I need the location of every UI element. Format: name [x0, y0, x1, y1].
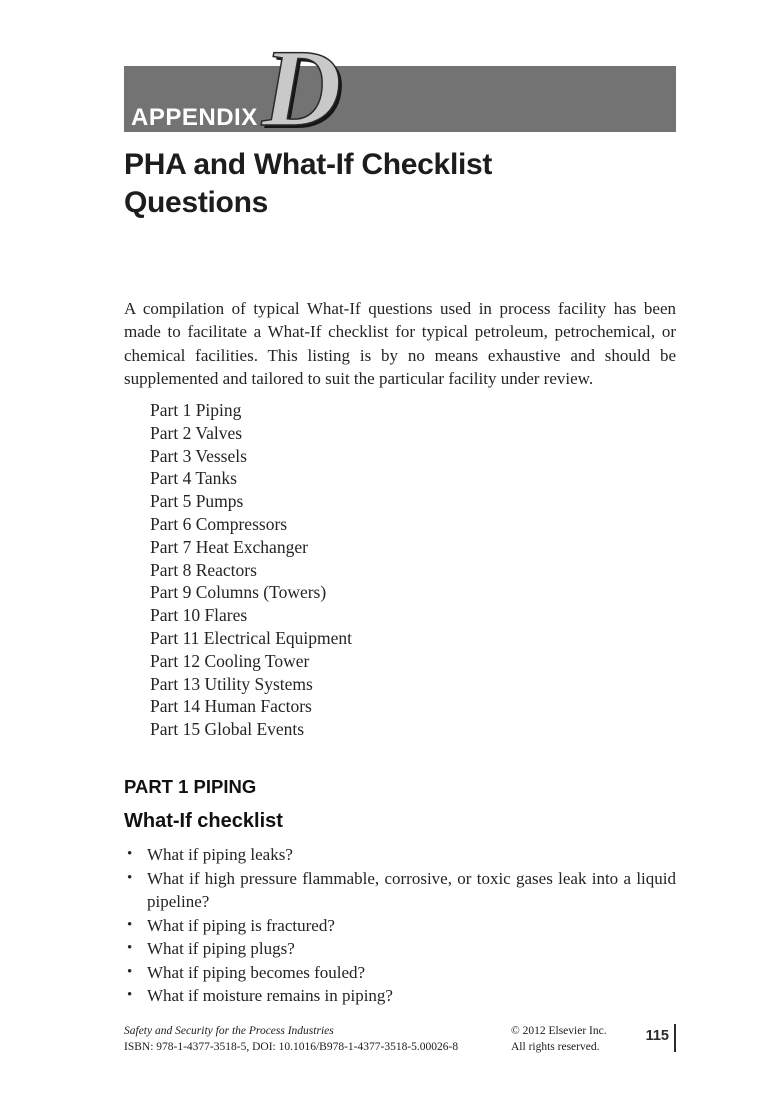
- whatif-question-item: • What if piping becomes fouled?: [124, 961, 676, 985]
- part1-section: [124, 776, 676, 1008]
- page-title-line1: PHA and What-If Checklist: [124, 148, 493, 181]
- part-list-item: Part 8 Reactors: [150, 559, 257, 580]
- part-list-item: Part 5 Pumps: [150, 491, 244, 512]
- part-list-item: Part 6 Compressors: [150, 513, 288, 534]
- whatif-question-item: • What if high pressure flammable, corrosive, or toxic gases leak into a liquid pipeline?: [124, 867, 676, 914]
- whatif-question-item: • What if moisture remains in piping?: [124, 984, 676, 1008]
- part-list-item: Part 2 Valves: [150, 422, 243, 443]
- whatif-question-item: • What if piping leaks?: [124, 843, 676, 867]
- footer-rights-line: All rights reserved.: [511, 1040, 600, 1053]
- footer-copyright-block: [511, 1024, 607, 1055]
- part-list-item: Part 15 Global Events: [150, 719, 305, 740]
- intro-paragraph: A compilation of typical What-If questions used in process facility has been made to facilitate a What-If checklist for typical petroleum, petrochemical, or chemical facilities. This listing is by no means exhaustive and should be supplemented and tailored to suit the particular facility under review.: [124, 299, 676, 389]
- page-number: 115: [646, 1024, 676, 1052]
- part-list-item: Part 14 Human Factors: [150, 696, 312, 717]
- footer-book-title: Safety and Security for the Process Industries: [124, 1025, 334, 1037]
- parts-list: [150, 399, 650, 741]
- section-subheading: What-If checklist: [124, 810, 283, 832]
- part-list-item: Part 11 Electrical Equipment: [150, 627, 352, 648]
- part-list-item: Part 13 Utility Systems: [150, 673, 313, 694]
- page-footer: [124, 1024, 676, 1055]
- part-list-item: Part 4 Tanks: [150, 468, 237, 489]
- footer-book-info: [124, 1024, 511, 1055]
- appendix-kicker-label: APPENDIX: [131, 104, 258, 131]
- part-list-item: Part 7 Heat Exchanger: [150, 536, 308, 557]
- whatif-question-item: • What if piping plugs?: [124, 937, 676, 961]
- footer-copyright-line: © 2012 Elsevier Inc.: [511, 1025, 607, 1037]
- part-list-item: Part 12 Cooling Tower: [150, 650, 310, 671]
- appendix-letter: D: [262, 27, 342, 149]
- page-title-line2: Questions: [124, 186, 268, 219]
- whatif-bullet-list: [124, 843, 676, 1008]
- part-list-item: Part 1 Piping: [150, 400, 242, 420]
- footer-isbn-doi: ISBN: 978-1-4377-3518-5, DOI: 10.1016/B978-1-4377-3518-5.00026-8: [124, 1040, 459, 1053]
- part-list-item: Part 10 Flares: [150, 605, 248, 626]
- part-list-item: Part 9 Columns (Towers): [150, 582, 327, 603]
- page-title: [124, 146, 492, 222]
- part-list-item: Part 3 Vessels: [150, 445, 247, 466]
- whatif-question-item: • What if piping is fractured?: [124, 914, 676, 938]
- appendix-banner: [124, 27, 676, 149]
- section-heading: PART 1 PIPING: [124, 776, 257, 797]
